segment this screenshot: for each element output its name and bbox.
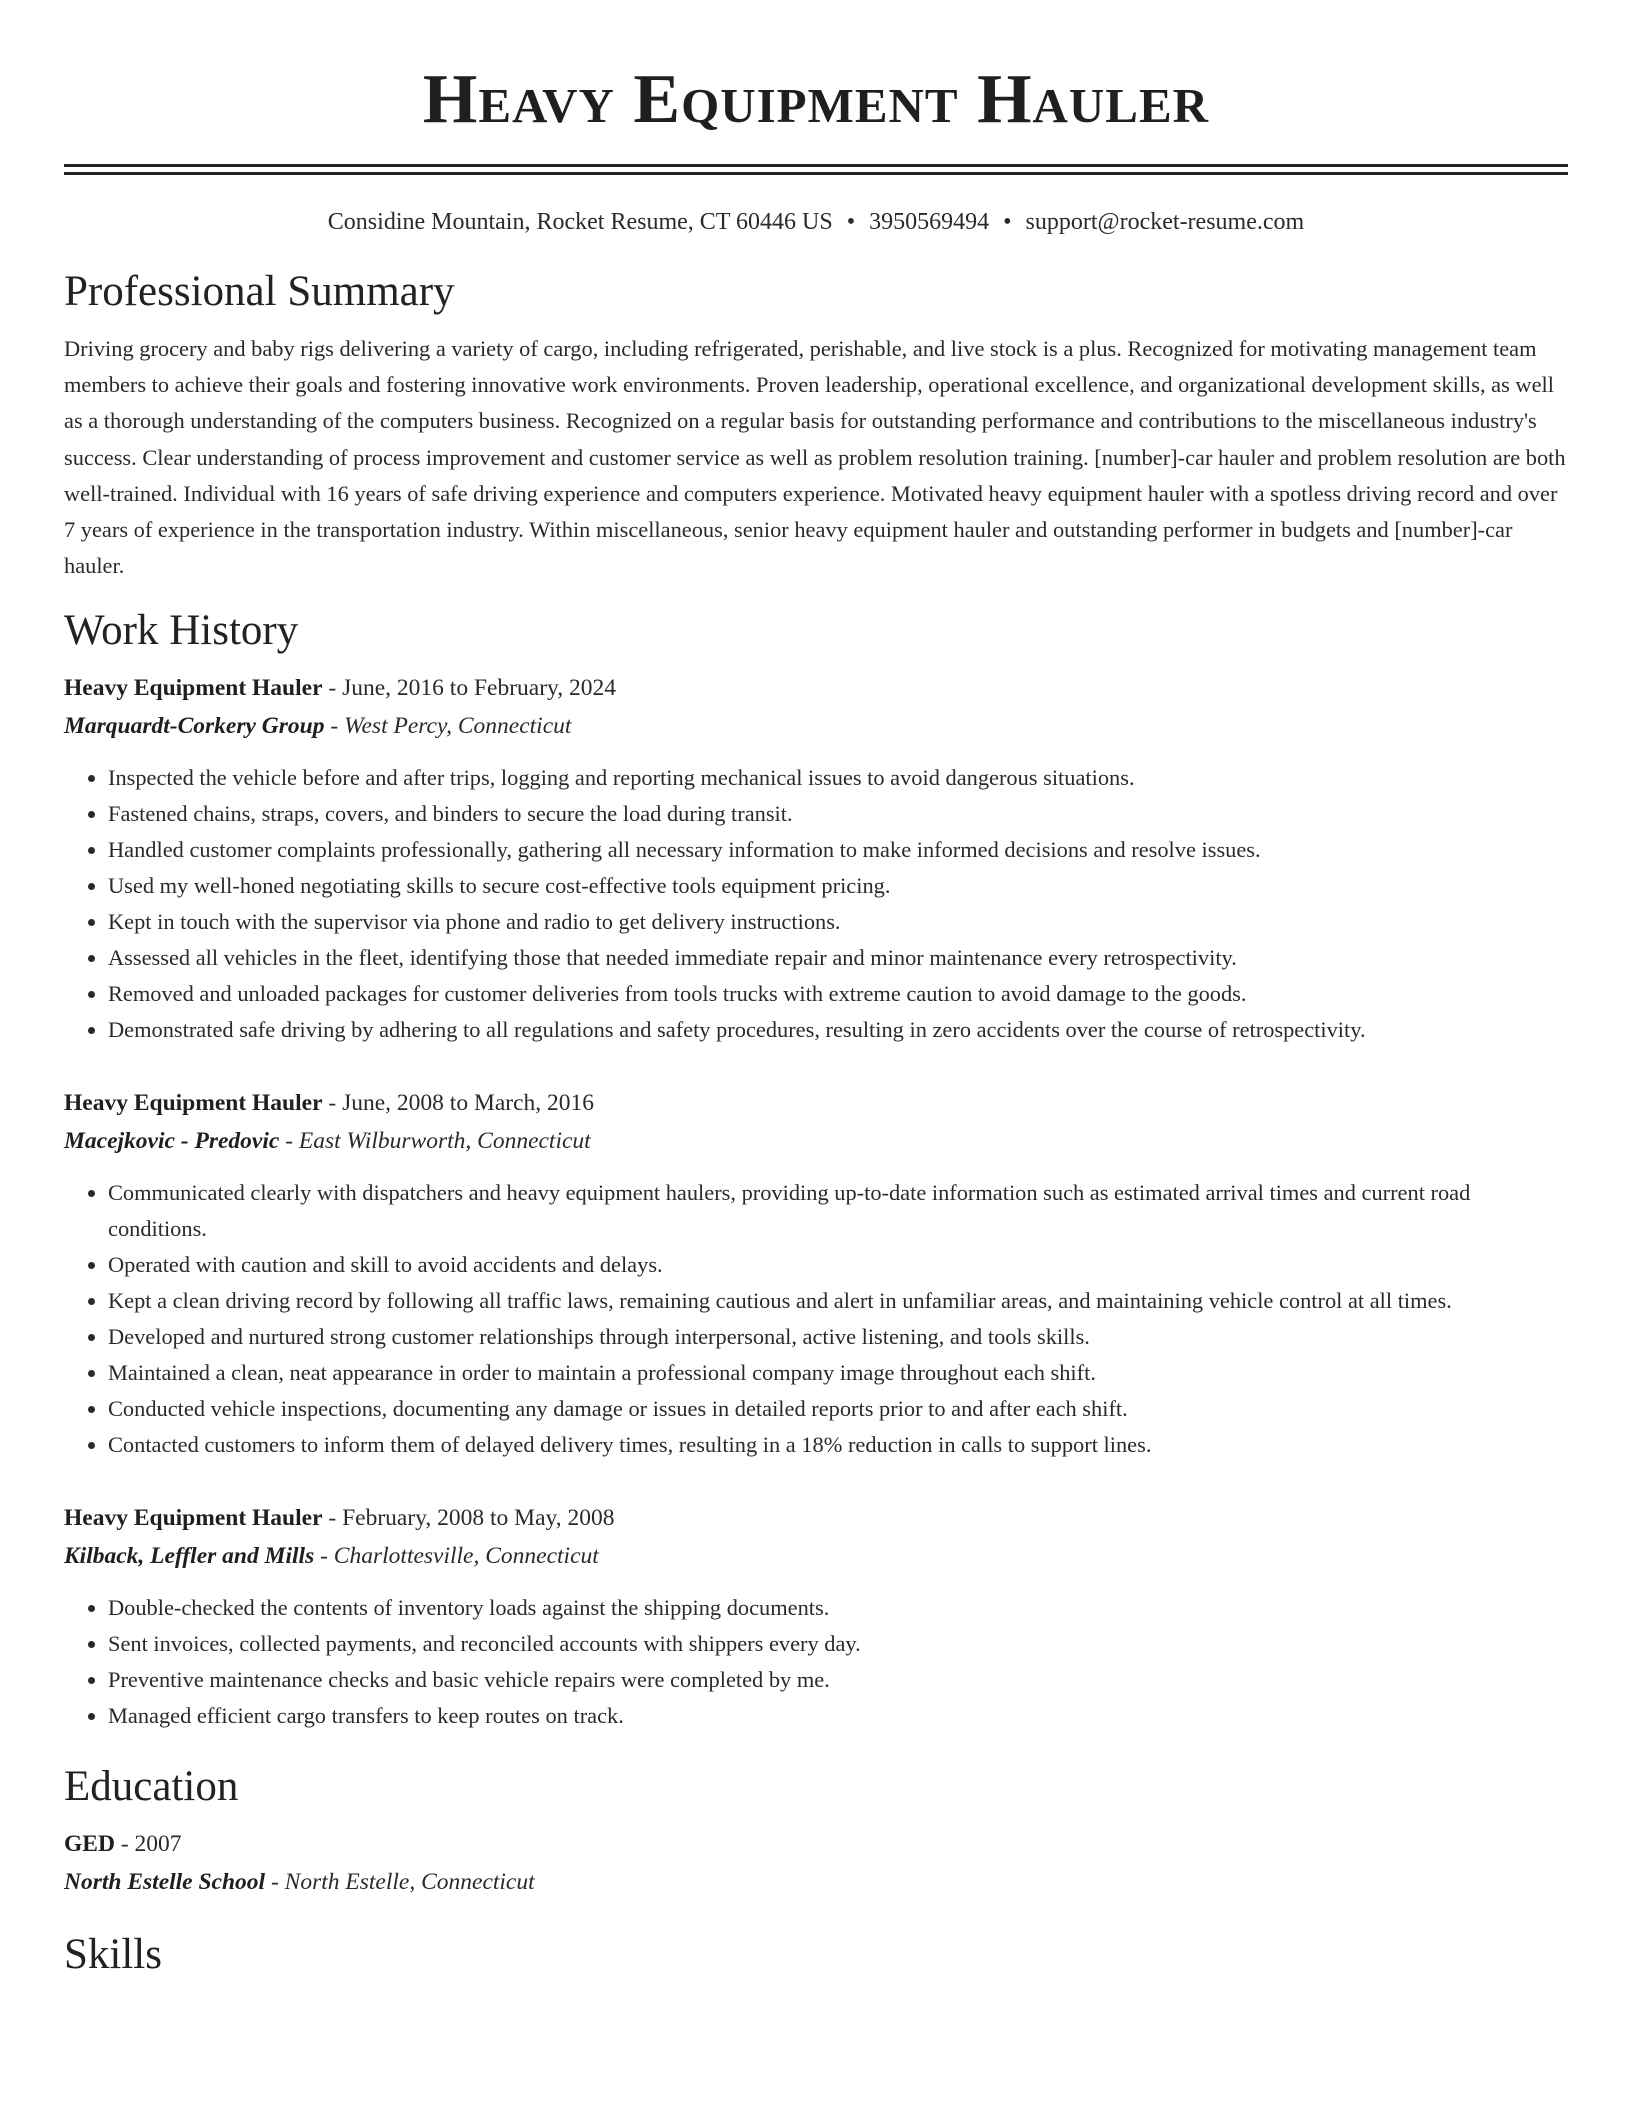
job-bullet: • Handled customer complaints professionally, gathering all necessary information to make informed decisions and resolve issues. [108,832,1568,868]
job-dates: - February, 2008 to May, 2008 [322,1505,615,1532]
job-title-line [64,1499,1568,1537]
job-location: - East Wilburworth, Connecticut [279,1128,591,1155]
job-bullet: • Operated with caution and skill to avoid accidents and delays. [108,1247,1568,1283]
education-school: North Estelle School [64,1869,266,1896]
education-section [64,1761,1568,1901]
job-role: Heavy Equipment Hauler [64,675,323,702]
section-title-work-history: Work History [64,607,299,655]
job-bullet: • Kept in touch with the supervisor via phone and radio to get delivery instructions. [108,904,1568,940]
skills-section [64,1929,1568,1981]
professional-summary-section [64,266,1568,584]
job-bullet: • Fastened chains, straps, covers, and binders to secure the load during transit. [108,796,1568,832]
job-company-line [64,1122,1568,1160]
job-bullet-list [64,760,1568,1048]
contact-phone: 3950569494 [869,209,990,235]
education-degree: GED [64,1831,115,1858]
section-title-skills: Skills [64,1931,162,1979]
education-location: - North Estelle, Connecticut [265,1869,535,1896]
contact-address: Considine Mountain, Rocket Resume, CT 60446 US [327,209,833,235]
job-bullet: • Managed efficient cargo transfers to keep routes on track. [108,1698,1568,1734]
job-bullet: • Contacted customers to inform them of delayed delivery times, resulting in a 18% reduction in calls to support lines. [108,1427,1568,1463]
job-entry [64,669,1568,1048]
job-bullet: • Inspected the vehicle before and after trips, logging and reporting mechanical issues to avoid dangerous situations. [108,760,1568,796]
job-bullet-list [64,1175,1568,1463]
contact-separator: • [1003,209,1012,235]
education-entry [64,1825,1568,1901]
job-role: Heavy Equipment Hauler [64,1505,323,1532]
job-company-line [64,707,1568,745]
job-bullet: • Preventive maintenance checks and basic vehicle repairs were completed by me. [108,1662,1568,1698]
summary-text: Driving grocery and baby rigs delivering a variety of cargo, including refrigerated, perishable, and live stock is a plus. Recognized for motivating management team members to achieve their goals and fostering innovative work environments. Proven leadership, operational excellence, and organizational development skills, as well as a thorough understanding of the computers business. Recognized on a regular basis for outstanding performance and contributions to the miscellaneous industry's success. Clear understanding of process improvement and customer service as well as problem resolution training. [number]-car hauler and problem resolution are both well-trained. Individual with 16 years of safe driving experience and computers experience. Motivated heavy equipment hauler with a spotless driving record and over 7 years of experience in the transportation industry. Within miscellaneous, senior heavy equipment hauler and outstanding performer in budgets and [number]-car hauler. [64,336,1566,579]
section-title-summary: Professional Summary [64,268,455,315]
job-bullet: • Demonstrated safe driving by adhering to all regulations and safety procedures, resulting in zero accidents over the course of retrospectivity. [108,1012,1568,1048]
job-dates: - June, 2016 to February, 2024 [322,675,617,702]
contact-separator: • [846,209,856,235]
job-bullet: • Removed and unloaded packages for customer deliveries from tools trucks with extreme caution to avoid damage to the goods. [108,976,1568,1012]
job-dates: - June, 2008 to March, 2016 [322,1090,595,1117]
job-title-line [64,1084,1568,1122]
job-role: Heavy Equipment Hauler [64,1090,323,1117]
education-year: - 2007 [114,1831,182,1858]
job-bullet-list [64,1590,1568,1734]
job-bullet: • Developed and nurtured strong customer relationships through interpersonal, active listening, and tools skills. [108,1319,1568,1355]
job-entry [64,1084,1568,1463]
job-bullet: • Assessed all vehicles in the fleet, identifying those that needed immediate repair and minor maintenance every retrospectivity. [108,940,1568,976]
education-school-line [64,1863,1568,1901]
job-bullet: • Maintained a clean, neat appearance in order to maintain a professional company image throughout each shift. [108,1355,1568,1391]
job-company: Marquardt-Corkery Group [64,713,325,740]
education-degree-line [64,1825,1568,1863]
contact-email: support@rocket-resume.com [1025,209,1305,235]
section-title-education: Education [64,1763,239,1811]
job-location: - Charlottesville, Connecticut [314,1543,599,1570]
work-history-section [64,605,1568,1734]
candidate-name: Heavy Equipment Hauler [422,61,1210,138]
job-bullet: • Sent invoices, collected payments, and reconciled accounts with shippers every day. [108,1626,1568,1662]
job-company: Macejkovic - Predovic [64,1128,280,1155]
job-entry [64,1499,1568,1734]
job-bullet: • Communicated clearly with dispatchers and heavy equipment haulers, providing up-to-date information such as estimated arrival times and current road conditions. [108,1175,1568,1247]
job-bullet: • Conducted vehicle inspections, documenting any damage or issues in detailed reports prior to and after each shift. [108,1391,1568,1427]
job-company-line [64,1537,1568,1575]
job-bullet: • Double-checked the contents of inventory loads against the shipping documents. [108,1590,1568,1626]
job-title-line [64,669,1568,707]
job-bullet: • Used my well-honed negotiating skills to secure cost-effective tools equipment pricing. [108,868,1568,904]
job-company: Kilback, Leffler and Mills [64,1543,315,1570]
header-double-rule [64,164,1568,175]
job-bullet: • Kept a clean driving record by following all traffic laws, remaining cautious and alert in unfamiliar areas, and maintaining vehicle control at all times. [108,1283,1568,1319]
contact-line [64,206,1568,238]
job-location: - West Percy, Connecticut [324,713,572,740]
